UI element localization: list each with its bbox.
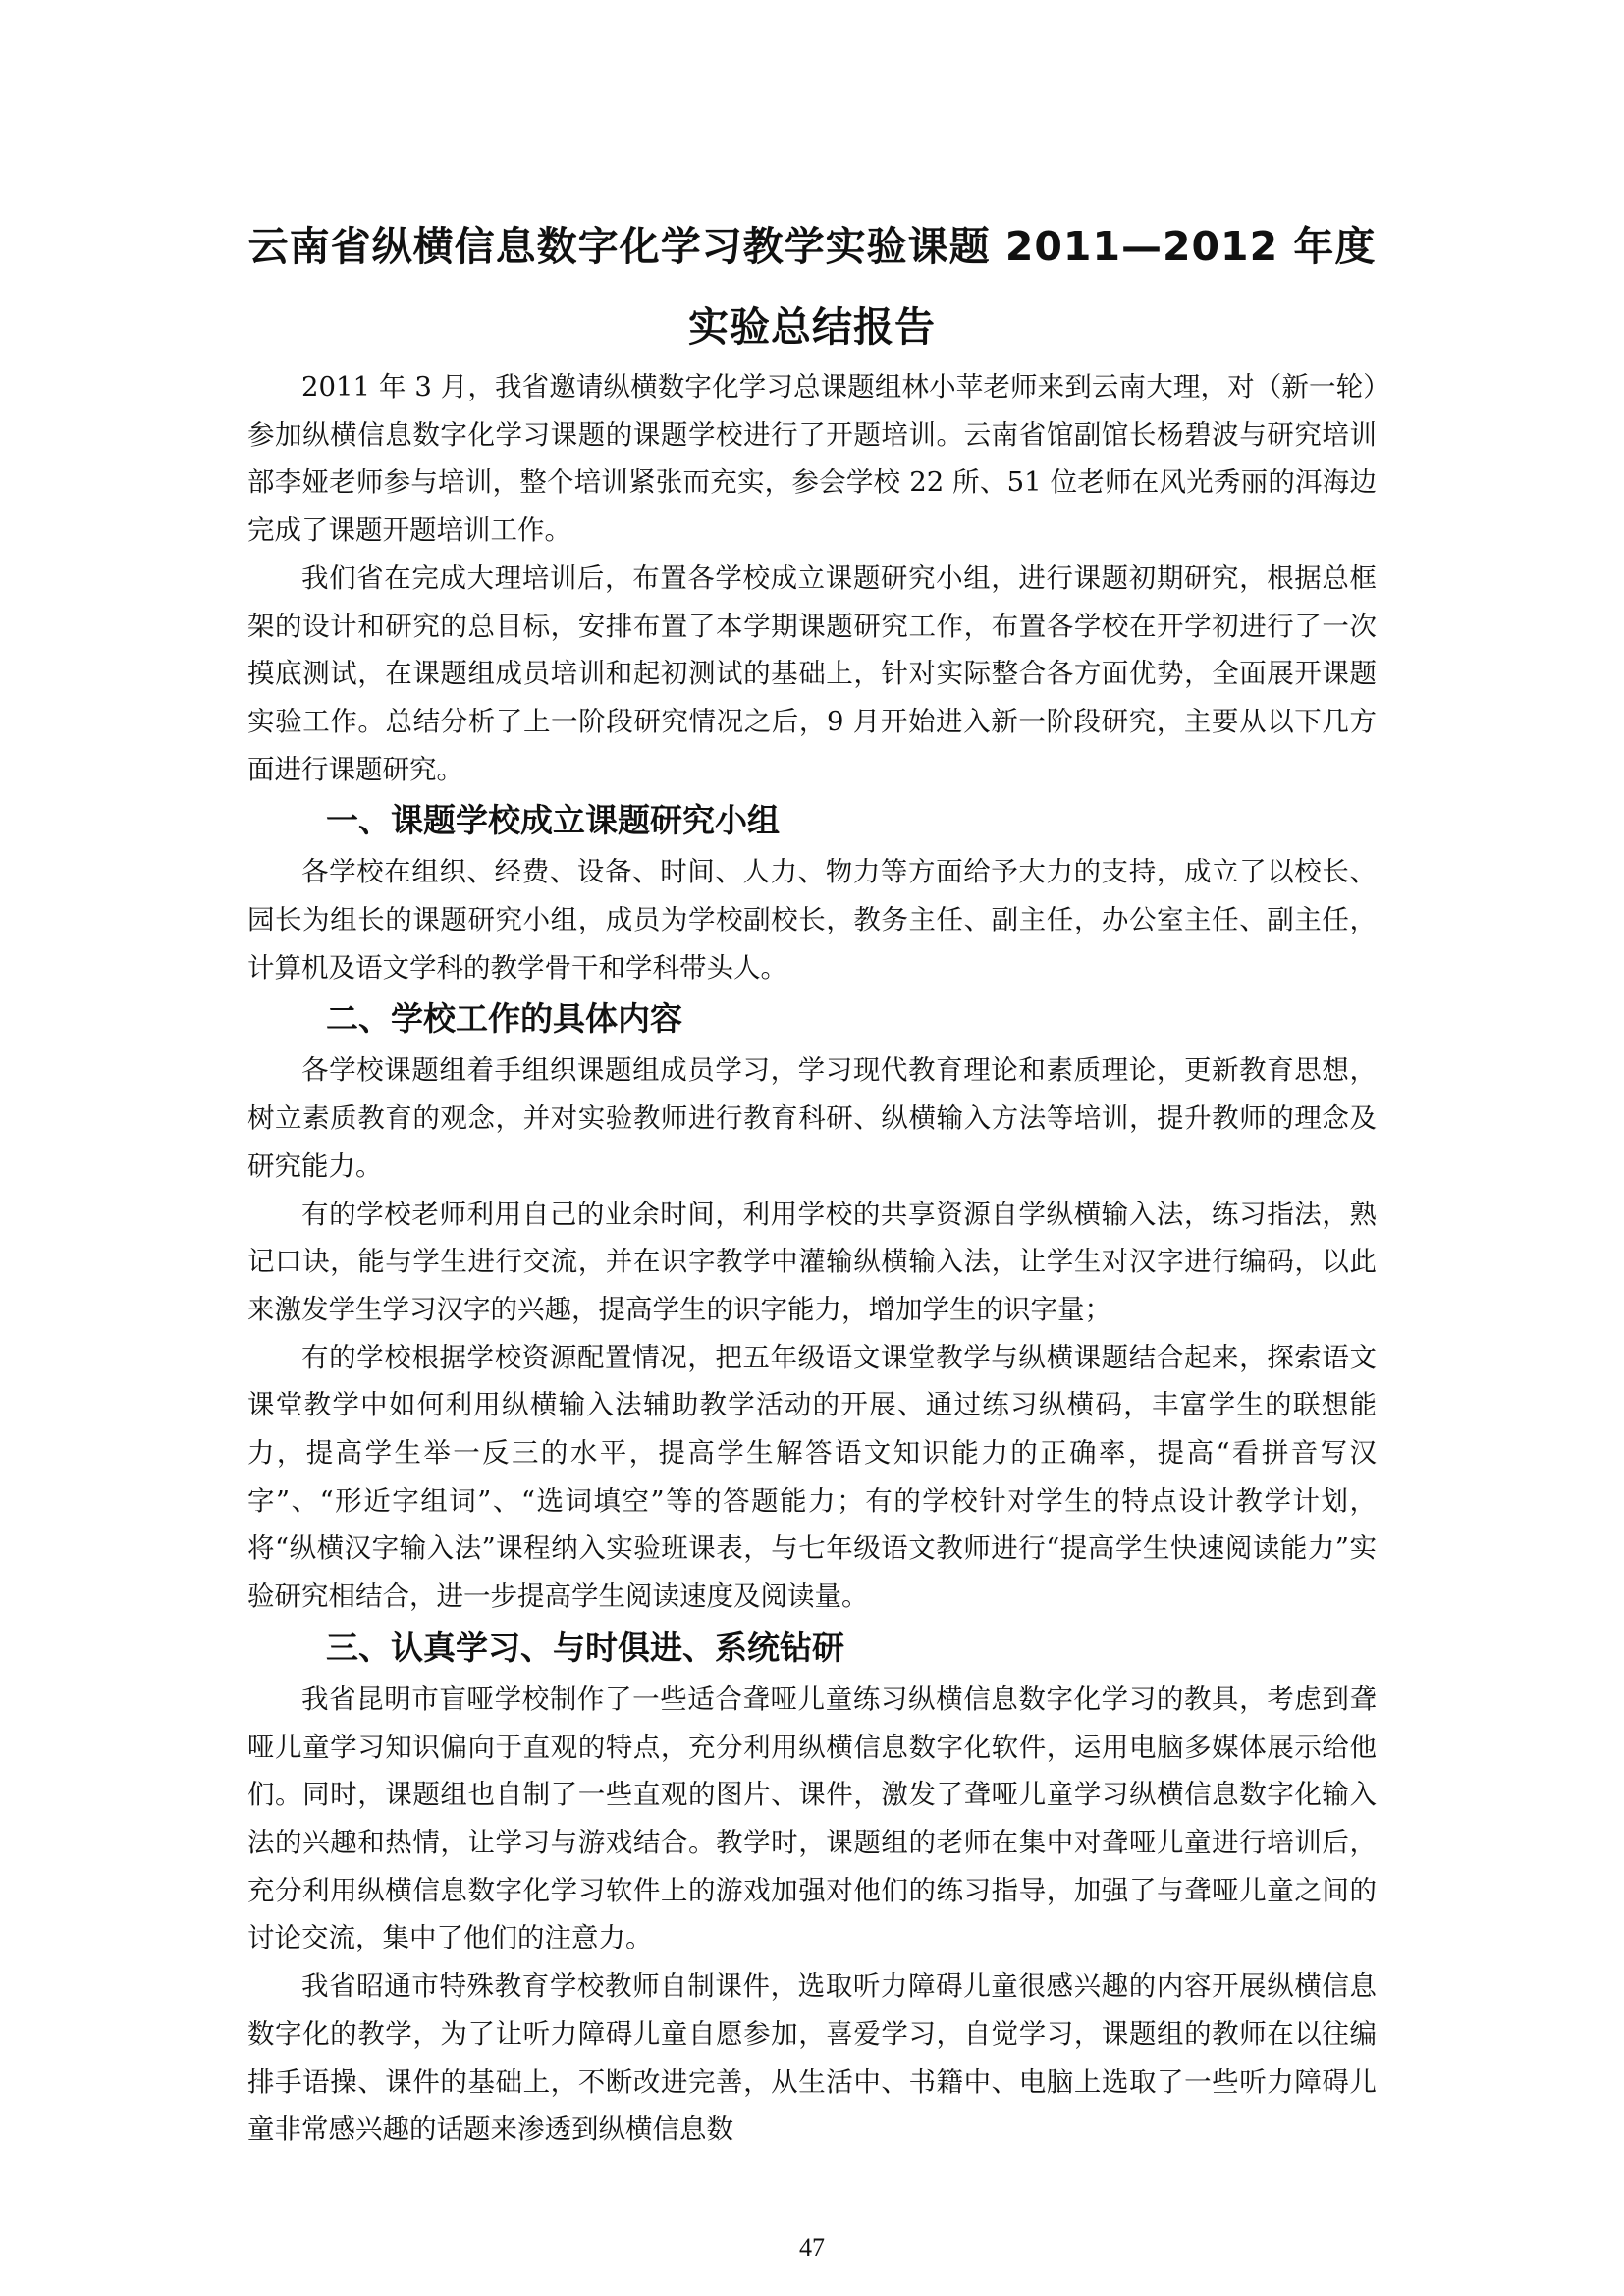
section-1-paragraph-1: 各学校在组织、经费、设备、时间、人力、物力等方面给予大力的支持，成立了以校长、园长为组长的课题研究小组，成员为学校副校长，教务主任、副主任，办公室主任、副主任，计算机及语文学科的教学骨干和学科带头人。 [247,856,1377,984]
page-number: 47 [799,2233,825,2262]
section-2-paragraph-2: 有的学校老师利用自己的业余时间，利用学校的共享资源自学纵横输入法，练习指法，熟记口诀，能与学生进行交流，并在识字教学中灌输纵横输入法，让学生对汉字进行编码，以此来激发学生学习汉字的兴趣，提高学生的识字能力，增加学生的识字量； [247,1198,1377,1325]
report-body [247,363,1377,2154]
section-2-heading: 二、学校工作的具体内容 [326,999,682,1039]
report-title-line-2: 实验总结报告 [688,303,936,350]
intro-paragraph-1: 2011 年 3 月，我省邀请纵横数字化学习总课题组林小苹老师来到云南大理，对（新一轮）参加纵横信息数字化学习课题的课题学校进行了开题培训。云南省馆副馆长杨碧波与研究培训部李娅老师参与培训，整个培训紧张而充实，参会学校 22 所、51 位老师在风光秀丽的洱海边完成了课题开题培训工作。 [247,371,1377,547]
section-2-paragraph-3: 有的学校根据学校资源配置情况，把五年级语文课堂教学与纵横课题结合起来，探索语文课堂教学中如何利用纵横输入法辅助教学活动的开展、通过练习纵横码，丰富学生的联想能力，提高学生举一反三的水平，提高学生解答语文知识能力的正确率，提高“看拼音写汉字”、“形近字组词”、“选词填空”等的答题能力；有的学校针对学生的特点设计教学计划，将“纵横汉字输入法”课程纳入实验班课表，与七年级语文教师进行“提高学生快速阅读能力”实验研究相结合，进一步提高学生阅读速度及阅读量。 [247,1341,1377,1613]
section-3-paragraph-2: 我省昭通市特殊教育学校教师自制课件，选取听力障碍儿童很感兴趣的内容开展纵横信息数字化的教学，为了让听力障碍儿童自愿参加，喜爱学习，自觉学习，课题组的教师在以往编排手语操、课件的基础上，不断改进完善，从生活中、书籍中、电脑上选取了一些听力障碍儿童非常感兴趣的话题来渗透到纵横信息数 [247,1970,1377,2146]
section-3-paragraph-1: 我省昆明市盲哑学校制作了一些适合聋哑儿童练习纵横信息数字化学习的教具，考虑到聋哑儿童学习知识偏向于直观的特点，充分利用纵横信息数字化软件，运用电脑多媒体展示给他们。同时，课题组也自制了一些直观的图片、课件，激发了聋哑儿童学习纵横信息数字化输入法的兴趣和热情，让学习与游戏结合。教学时，课题组的老师在集中对聋哑儿童进行培训后，充分利用纵横信息数字化学习软件上的游戏加强对他们的练习指导，加强了与聋哑儿童之间的讨论交流，集中了他们的注意力。 [247,1682,1377,1954]
intro-paragraph-2: 我们省在完成大理培训后，布置各学校成立课题研究小组，进行课题初期研究，根据总框架的设计和研究的总目标，安排布置了本学期课题研究工作，布置各学校在开学初进行了一次摸底测试，在课题组成员培训和起初测试的基础上，针对实际整合各方面优势，全面展开课题实验工作。总结分析了上一阶段研究情况之后，9 月开始进入新一阶段研究，主要从以下几方面进行课题研究。 [247,561,1377,785]
section-1-heading: 一、课题学校成立课题研究小组 [326,801,780,840]
section-3-heading: 三、认真学习、与时俱进、系统钻研 [326,1628,844,1667]
report-title-line-1: 云南省纵横信息数字化学习教学实验课题 2011—2012 年度 [247,223,1377,270]
section-2-paragraph-1: 各学校课题组着手组织课题组成员学习，学习现代教育理论和素质理论，更新教育思想，树立素质教育的观念，并对实验教师进行教育科研、纵横输入方法等培训，提升教师的理念及研究能力。 [247,1054,1377,1182]
